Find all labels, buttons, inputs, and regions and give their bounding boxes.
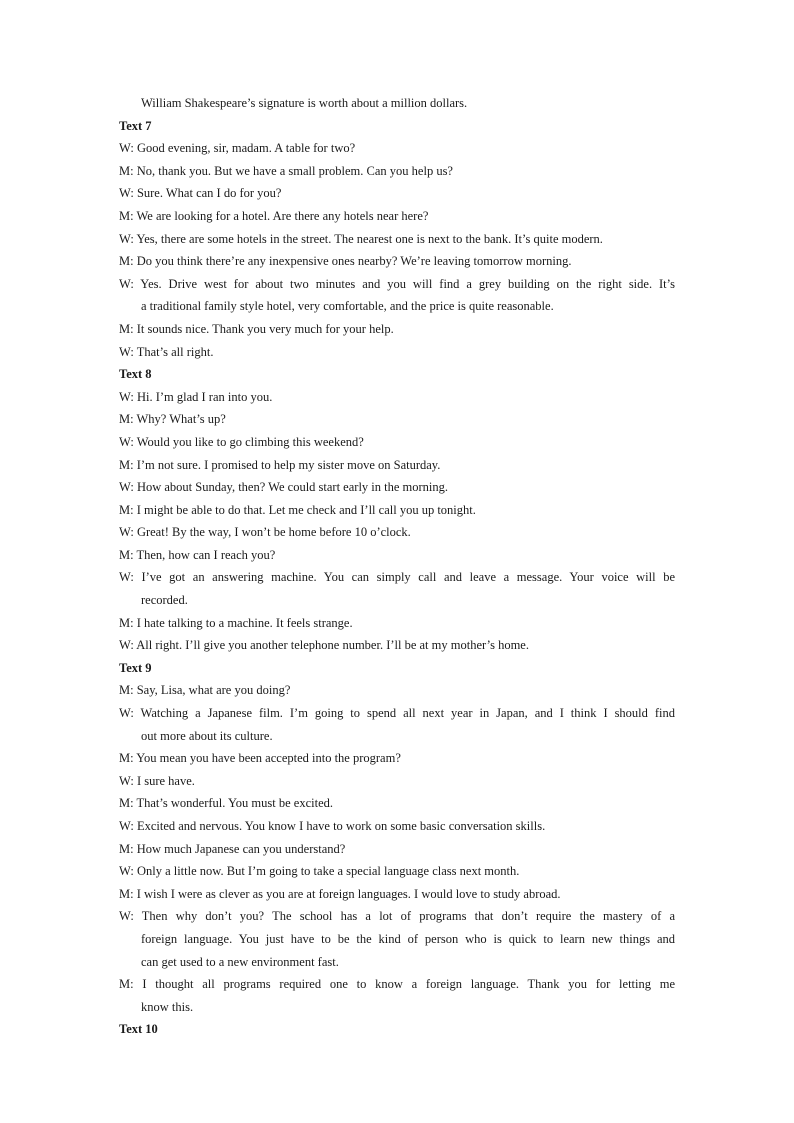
utterance-text: know this. <box>141 999 194 1014</box>
utterance-text: Good evening, sir, madam. A table for two? <box>136 141 356 156</box>
speaker-label: M: <box>119 547 134 562</box>
dialogue-turn <box>119 883 675 906</box>
dialogue-turn <box>119 634 675 657</box>
utterance-text: Then, how can I reach you? <box>136 547 276 562</box>
dialogue-line <box>119 341 675 364</box>
utterance-text: Would you like to go climbing this weekend? <box>136 434 364 449</box>
dialogue-turn <box>119 137 675 160</box>
dialogue-line-continuation <box>119 295 675 318</box>
dialogue-line <box>119 612 675 635</box>
utterance-text: I hate talking to a machine. It feels strange. <box>136 615 353 630</box>
dialogue-turn <box>119 341 675 364</box>
dialogue-line <box>119 702 675 725</box>
utterance-text: Why? What’s up? <box>136 412 226 427</box>
dialogue-turn <box>119 860 675 883</box>
dialogue-line <box>119 905 675 928</box>
dialogue-line <box>119 318 675 341</box>
utterance-text: I thought all programs required one to know a foreign language. Thank you for letting me <box>142 977 676 992</box>
utterance-text: Only a little now. But I’m going to take a special language class next month. <box>136 864 520 879</box>
dialogue-turn <box>119 815 675 838</box>
utterance-text: How about Sunday, then? We could start early in the morning. <box>136 480 449 495</box>
utterance-text: It sounds nice. Thank you very much for your help. <box>136 321 394 336</box>
utterance-text: recorded. <box>141 593 188 608</box>
utterance-text: foreign language. You just have to be the kind of person who is quick to learn new things and <box>141 931 675 946</box>
dialogue-line <box>119 815 675 838</box>
dialogue-turn <box>119 205 675 228</box>
speaker-label: W: <box>119 434 134 449</box>
speaker-label: M: <box>119 163 134 178</box>
dialogue-turn <box>119 318 675 341</box>
dialogue-line <box>119 792 675 815</box>
dialogue-turn <box>119 521 675 544</box>
dialogue-line <box>119 476 675 499</box>
speaker-label: M: <box>119 208 134 223</box>
dialogue-turn <box>119 386 675 409</box>
speaker-label: M: <box>119 683 134 698</box>
dialogue-line <box>119 521 675 544</box>
transcript-body <box>119 92 675 1041</box>
utterance-text: Say, Lisa, what are you doing? <box>136 683 291 698</box>
dialogue-turn <box>119 973 675 1018</box>
speaker-label: M: <box>119 886 134 901</box>
utterance-text: I sure have. <box>136 773 195 788</box>
dialogue-turn <box>119 273 675 318</box>
utterance-text: I wish I were as clever as you are at foreign languages. I would love to study abroad. <box>136 886 561 901</box>
dialogue-line <box>119 860 675 883</box>
intro-line: William Shakespeare’s signature is worth about a million dollars. <box>141 96 468 110</box>
utterance-text: Watching a Japanese film. I’m going to spend all next year in Japan, and I think I should find <box>140 706 675 721</box>
utterance-text: Great! By the way, I won’t be home before 10 o’clock. <box>136 525 411 540</box>
utterance-text: Excited and nervous. You know I have to work on some basic conversation skills. <box>136 819 546 833</box>
speaker-label: W: <box>119 480 134 495</box>
utterance-text: You mean you have been accepted into the program? <box>136 751 401 766</box>
dialogue-turn <box>119 770 675 793</box>
dialogue-line <box>119 499 675 522</box>
dialogue-line <box>119 679 675 702</box>
speaker-label: W: <box>119 141 134 156</box>
speaker-label: W: <box>119 706 134 721</box>
utterance-text: I might be able to do that. Let me check and I’ll call you up tonight. <box>136 502 476 517</box>
section-heading: Text 9 <box>119 660 152 675</box>
dialogue-turn <box>119 499 675 522</box>
utterance-text: How much Japanese can you understand? <box>136 841 346 856</box>
dialogue-line <box>119 250 675 273</box>
section-heading: Text 7 <box>119 118 152 133</box>
speaker-label: W: <box>119 525 134 540</box>
speaker-label: W: <box>119 344 134 359</box>
dialogue-turn <box>119 792 675 815</box>
utterance-text: All right. I’ll give you another telephone number. I’ll be at my mother’s home. <box>136 638 529 653</box>
dialogue-line <box>119 137 675 160</box>
utterance-text: Yes. Drive west for about two minutes and you will find a grey building on the right side. It’s <box>140 276 675 291</box>
dialogue-turn <box>119 838 675 861</box>
dialogue-turn <box>119 544 675 567</box>
utterance-text: I’m not sure. I promised to help my sister move on Saturday. <box>136 457 441 472</box>
speaker-label: M: <box>119 841 134 856</box>
dialogue-line <box>119 228 675 251</box>
speaker-label: M: <box>119 321 134 336</box>
utterance-text: That’s all right. <box>136 344 214 359</box>
dialogue-turn <box>119 566 675 611</box>
dialogue-line-continuation <box>119 589 675 612</box>
dialogue-line <box>119 454 675 477</box>
dialogue-turn <box>119 702 675 747</box>
section-heading: Text 8 <box>119 367 152 382</box>
dialogue-turn <box>119 431 675 454</box>
dialogue-line <box>119 386 675 409</box>
dialogue-line-continuation <box>119 928 675 951</box>
speaker-label: W: <box>119 773 134 788</box>
dialogue-turn <box>119 250 675 273</box>
dialogue-line <box>119 747 675 770</box>
utterance-text: Do you think there’re any inexpensive ones nearby? We’re leaving tomorrow morning. <box>136 254 572 269</box>
dialogue-turn <box>119 612 675 635</box>
utterance-text: Then why don’t you? The school has a lot of programs that don’t require the mastery of a <box>141 909 675 924</box>
dialogue-turn <box>119 679 675 702</box>
utterance-text: That’s wonderful. You must be excited. <box>136 796 334 811</box>
dialogue-line <box>119 431 675 454</box>
dialogue-line-continuation <box>119 725 675 748</box>
speaker-label: W: <box>119 231 134 246</box>
utterance-text: I’ve got an answering machine. You can simply call and leave a message. Your voice will be <box>141 570 675 585</box>
dialogue-line <box>119 770 675 793</box>
utterance-text: No, thank you. But we have a small problem. Can you help us? <box>136 163 453 178</box>
dialogue-turn <box>119 476 675 499</box>
dialogue-line <box>119 544 675 567</box>
utterance-text: Hi. I’m glad I ran into you. <box>136 389 273 404</box>
dialogue-line <box>119 408 675 431</box>
dialogue-line-continuation <box>119 996 675 1019</box>
dialogue-line <box>119 634 675 657</box>
dialogue-line <box>119 838 675 861</box>
speaker-label: M: <box>119 502 134 517</box>
speaker-label: W: <box>119 638 134 653</box>
speaker-label: M: <box>119 254 134 269</box>
utterance-text: We are looking for a hotel. Are there any hotels near here? <box>136 208 429 223</box>
speaker-label: M: <box>119 977 134 992</box>
speaker-label: W: <box>119 909 134 924</box>
utterance-text: can get used to a new environment fast. <box>141 954 339 969</box>
speaker-label: W: <box>119 570 134 585</box>
dialogue-line <box>119 566 675 589</box>
speaker-label: W: <box>119 276 134 291</box>
dialogue-turn <box>119 160 675 183</box>
dialogue-line <box>119 205 675 228</box>
dialogue-line <box>119 883 675 906</box>
speaker-label: M: <box>119 457 134 472</box>
dialogue-turn <box>119 182 675 205</box>
dialogue-line-continuation <box>119 951 675 974</box>
dialogue-line <box>119 973 675 996</box>
dialogue-turn <box>119 454 675 477</box>
section-heading: Text 10 <box>119 1022 158 1037</box>
dialogue-line <box>119 273 675 296</box>
dialogue-line <box>119 160 675 183</box>
speaker-label: W: <box>119 186 134 201</box>
speaker-label: M: <box>119 751 134 766</box>
speaker-label: M: <box>119 412 134 427</box>
dialogue-turn <box>119 408 675 431</box>
dialogue-turn <box>119 905 675 973</box>
utterance-text: out more about its culture. <box>141 728 273 743</box>
speaker-label: M: <box>119 615 134 630</box>
speaker-label: W: <box>119 819 134 833</box>
speaker-label: W: <box>119 389 134 404</box>
speaker-label: M: <box>119 796 134 811</box>
dialogue-turn <box>119 228 675 251</box>
speaker-label: W: <box>119 864 134 879</box>
utterance-text: Sure. What can I do for you? <box>136 186 282 201</box>
dialogue-turn <box>119 747 675 770</box>
utterance-text: a traditional family style hotel, very comfortable, and the price is quite reasonable. <box>141 299 554 314</box>
dialogue-line <box>119 182 675 205</box>
utterance-text: Yes, there are some hotels in the street. The nearest one is next to the bank. It’s quite modern. <box>136 231 603 246</box>
